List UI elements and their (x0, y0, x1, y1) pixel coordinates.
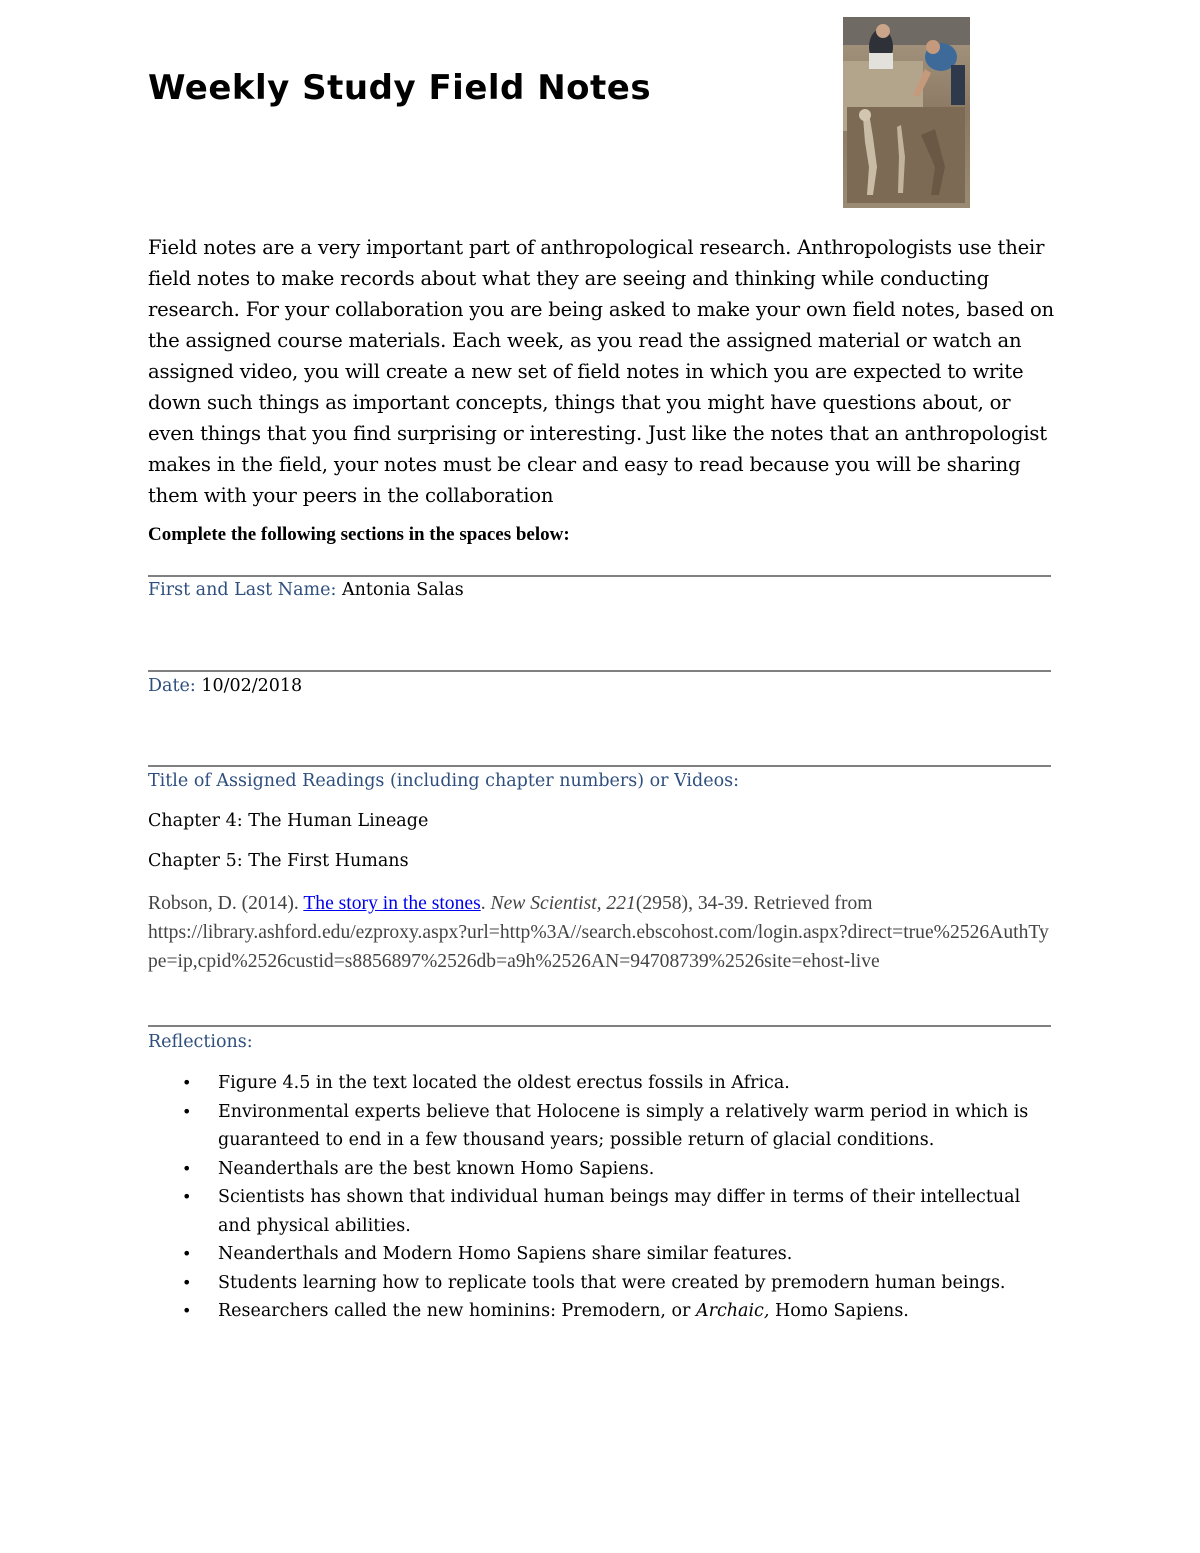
list-item (148, 1269, 1058, 1298)
section-divider (148, 670, 1051, 672)
name-value: Antonia Salas (341, 580, 464, 600)
name-label: First and Last Name: (148, 580, 337, 600)
citation-punct: . (480, 893, 491, 914)
document-title: Weekly Study Field Notes (148, 68, 652, 108)
bullet-icon: • (182, 1187, 192, 1206)
citation-issue: (2958), 34-39. Retrieved from (635, 893, 873, 914)
list-item (148, 1297, 1058, 1326)
citation (148, 889, 1058, 976)
date-label: Date: (148, 676, 196, 696)
reading-item: Chapter 4: The Human Lineage (148, 811, 429, 831)
list-item (148, 1098, 1058, 1155)
reflections-field (148, 1032, 253, 1052)
reading-item: Chapter 5: The First Humans (148, 851, 409, 871)
reflections-label: Reflections: (148, 1032, 253, 1052)
citation-link[interactable]: The story in the stones (303, 893, 481, 914)
section-divider (148, 575, 1051, 577)
citation-authors: Robson, D. (2014). (148, 893, 304, 914)
section-divider (148, 1025, 1051, 1027)
bullet-icon: • (182, 1301, 192, 1320)
name-field (148, 580, 464, 600)
citation-journal: New Scientist, 221 (490, 893, 636, 914)
list-item-italic: Archaic, (695, 1301, 770, 1321)
list-item-text: Neanderthals are the best known Homo Sapiens. (218, 1158, 655, 1179)
date-field (148, 676, 302, 696)
bullet-icon: • (182, 1073, 192, 1092)
readings-label: Title of Assigned Readings (including chapter numbers) or Videos: (148, 771, 739, 791)
list-item-text: Neanderthals and Modern Homo Sapiens share similar features. (218, 1244, 793, 1264)
list-item (148, 1183, 1058, 1240)
list-item-text: Figure 4.5 in the text located the oldest erectus fossils in Africa. (218, 1073, 790, 1093)
citation-url: https://library.ashford.edu/ezproxy.aspx?url=http%3A//search.ebscohost.com/login.aspx?direct=true%2526AuthType=ip,cpid%2526custid=s8856897%2526db=a9h%2526AN=94708739%2526site=ehost-live (148, 922, 1049, 972)
list-item-text: Scientists has shown that individual human beings may differ in terms of their intellectual and physical abilities. (218, 1187, 1021, 1236)
bullet-icon: • (182, 1158, 192, 1178)
list-item-text: Environmental experts believe that Holocene is simply a relatively warm period in which is guaranteed to end in a few thousand years; possible return of glacial conditions. (218, 1101, 1029, 1150)
bullet-icon: • (182, 1101, 192, 1121)
excavation-photo-graphic (843, 17, 970, 208)
list-item (148, 1240, 1058, 1269)
list-item-text: Students learning how to replicate tools that were created by premodern human beings. (218, 1272, 1006, 1293)
list-item-text: Researchers called the new hominins: Premodern, or (218, 1301, 696, 1321)
list-item (148, 1155, 1058, 1184)
bullet-icon: • (182, 1272, 192, 1292)
list-item (148, 1069, 1058, 1098)
section-divider (148, 765, 1051, 767)
list-item-text-end: Homo Sapiens. (769, 1301, 909, 1321)
intro-paragraph: Field notes are a very important part of anthropological research. Anthropologists use their field notes to make records about what they are seeing and thinking while conducting research. For your collaboration you are being asked to make your own field notes, based on the assigned course materials. Each week, as you read the assigned material or watch an assigned video, you will create a new set of field notes in which you are expected to write down such things as important concepts, things that you might have questions about, or even things that you find surprising or interesting. Just like the notes that an anthropologist makes in the field, your notes must be clear and easy to read because you will be sharing them with your peers in the collaboration (148, 236, 1054, 507)
excavation-photo (843, 17, 970, 208)
readings-field (148, 771, 739, 791)
date-value: 10/02/2018 (201, 676, 303, 696)
instructions-heading: Complete the following sections in the spaces below: (148, 524, 570, 545)
reflections-list (148, 1069, 1058, 1326)
bullet-icon: • (182, 1244, 192, 1263)
